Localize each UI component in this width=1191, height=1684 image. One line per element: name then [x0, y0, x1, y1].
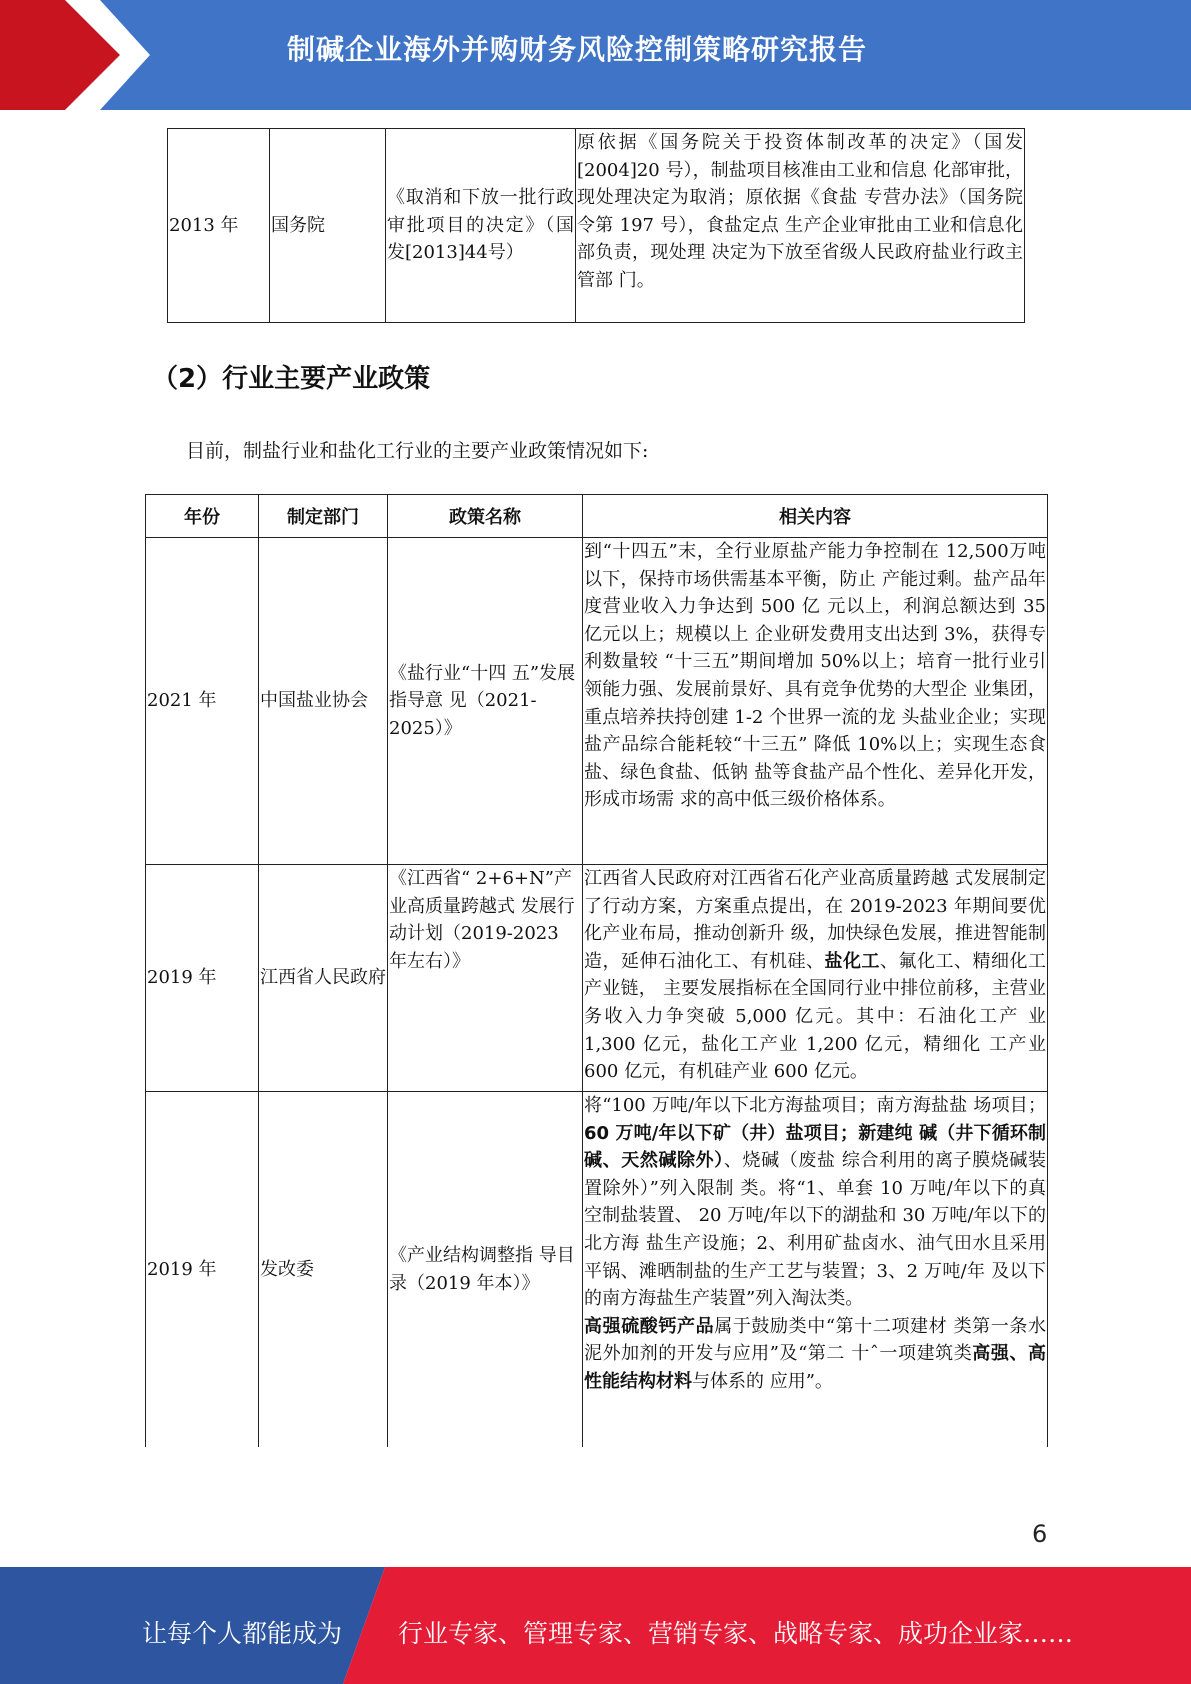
- content-paragraph: [584, 1092, 1046, 1313]
- footer-banner: [0, 1567, 1191, 1684]
- content-text: 属于鼓励类中“第十二项建材 类第一条水泥外加剂的开发与应用”及“第二 十ˆ一项建筑类: [584, 1315, 1046, 1365]
- content-text: 、氟化工、精细化工产业链， 主要发展指标在全国同行业中排位前移，主营业 务收入力争突破 5,000 亿元。其中：石油化工产 业 1,300 亿元，盐化工产业 1,200 亿元，精细化 工产业 600 亿元，有机硅产业 600 亿元。: [584, 950, 1046, 1083]
- department-cell: 发改委: [259, 1092, 388, 1448]
- table-row: [168, 129, 1025, 323]
- header-banner: [0, 0, 1191, 110]
- table-header-row: [146, 495, 1048, 538]
- department-cell: 江西省人民政府: [259, 865, 388, 1092]
- department-cell: 中国盐业协会: [259, 538, 388, 865]
- table-row: [146, 865, 1048, 1092]
- content-emphasis: 高强、高性能结构材料: [584, 1343, 1047, 1392]
- year-cell: 2019 年: [146, 1092, 259, 1448]
- year-cell: 2013 年: [168, 129, 270, 323]
- content-cell: [583, 1092, 1048, 1448]
- content-paragraph: [584, 1313, 1046, 1396]
- content-cell: [583, 865, 1048, 1092]
- page-number: 6: [1032, 1520, 1048, 1548]
- header-content: 相关内容: [583, 495, 1048, 538]
- intro-paragraph: 目前，制盐行业和盐化工行业的主要产业政策情况如下:: [186, 440, 649, 462]
- policy-cell: 《江西省“ 2+6+N”产业高质量跨越式 发展行动计划（2019-2023 年左右）》: [388, 865, 583, 1092]
- content-emphasis: 60 万吨/年以下矿（井）盐项目；新建纯 碱（井下循环制碱、天然碱除外）: [584, 1122, 1046, 1172]
- department-cell: 国务院: [270, 129, 386, 323]
- header-department: 制定部门: [259, 495, 388, 538]
- footer-slogan-right: 行业专家、管理专家、营销专家、战略专家、成功企业家……: [398, 1619, 1074, 1648]
- header-policy: 政策名称: [388, 495, 583, 538]
- policy-cell: 《盐行业“十四 五”发展指导意 见（2021-2025）》: [388, 538, 583, 865]
- policy-cell: 《产业结构调整指 导目录（2019 年本）》: [388, 1092, 583, 1448]
- content-cell: 原依据《国务院关于投资体制改革的决定》（国发[2004]20 号），制盐项目核准由工业和信息 化部审批，现处理决定为取消；原依据《食盐 专营办法》（国务院令第 197 号），食盐定点 生产企业审批由工业和信息化部负责，现处理 决定为下放至省级人民政府盐业行政主管部 门。: [576, 129, 1025, 323]
- content-text: 将“100 万吨/年以下北方海盐项目；南方海盐盐 场项目；: [584, 1095, 1046, 1116]
- content-text: 与体系的 应用”。: [692, 1370, 833, 1392]
- table-row: [146, 538, 1048, 865]
- section-heading: （2）行业主要产业政策: [152, 364, 431, 394]
- content-emphasis: 盐化工: [824, 950, 880, 972]
- content-cell: 到“十四五”末，全行业原盐产能力争控制在 12,500万吨以下，保持市场供需基本平衡，防止 产能过剩。盐产品年度营业收入力争达到 500 亿 元以上，利润总额达到 35 亿元以上；规模以上 企业研发费用支出达到 3%，获得专利数量较 “十三五”期间增加 50%以上；培育一批行业引 领能力强、发展前景好、具有竞争优势的大型企 业集团，重点培养扶持创建 1-2 个世界一流的龙 头盐业企业；实现盐产品综合能耗较“十三五” 降低 10%以上；实现生态食盐、绿色食盐、低钠 盐等食盐产品个性化、差异化开发，形成市场需 求的高中低三级价格体系。: [583, 538, 1048, 865]
- policy-cell: 《取消和下放一批行政审批项目的决定》（国发[2013]44号）: [386, 129, 576, 323]
- header-arrow-decoration: [0, 0, 150, 110]
- policy-table: [145, 494, 1048, 1447]
- report-title: 制碱企业海外并购财务风险控制策略研究报告: [287, 33, 868, 66]
- content-text: 、烧碱（废盐 综合利用的离子膜烧碱装置除外）”列入限制 类。将“1、单套 10 万吨/年以下的真空制盐装置、 20 万吨/年以下的湖盐和 30 万吨/年以下的北方海 盐生产设施；2、利用矿盐卤水、油气田水且采用 平锅、滩晒制盐的生产工艺与装置；3、2 万吨/年 及以下的南方海盐生产装置”列入淘汰类。: [584, 1150, 1046, 1310]
- table-row: [146, 1092, 1048, 1448]
- header-year: 年份: [146, 495, 259, 538]
- year-cell: 2021 年: [146, 538, 259, 865]
- footer-slogan-left: 让每个人都能成为: [142, 1619, 343, 1648]
- continued-policy-table: [167, 128, 1025, 323]
- year-cell: 2019 年: [146, 865, 259, 1092]
- content-text: 江西省人民政府对江西省石化产业高质量跨越 式发展制定了行动方案，方案重点提出，在 2019-2023 年期间要优化产业布局，推动创新升 级，加快绿色发展，推进智能制造，延伸石油化工、有机硅、: [584, 868, 1046, 972]
- content-emphasis: 高强硫酸钙产品: [584, 1315, 715, 1337]
